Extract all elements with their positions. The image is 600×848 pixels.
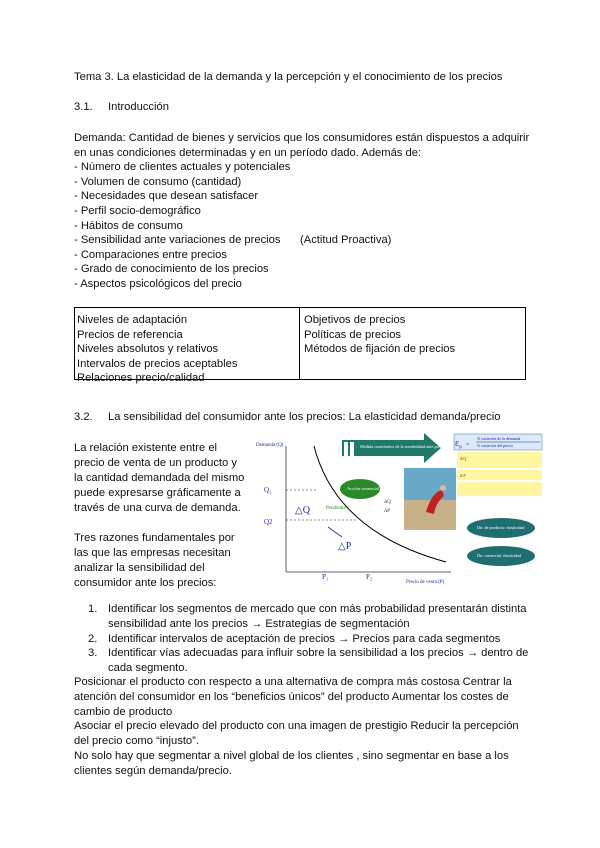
list-item-line: Identificar intervalos de aceptación de precios → Precios para cada segmentos xyxy=(108,633,501,645)
concepts-table xyxy=(74,307,526,385)
demand-intro-line2: en unas condiciones determinadas y en un período dado. Además de: xyxy=(74,147,422,159)
closing-line: clientes según demanda/precio. xyxy=(74,765,232,777)
paragraph-line: La relación existente entre el xyxy=(74,442,218,454)
mini-formula-a: Δ Q xyxy=(460,456,467,461)
page-title: Tema 3. La elasticidad de la demanda y la percepción y el conocimiento de los precios xyxy=(74,71,503,83)
arrow-stripe xyxy=(344,442,348,456)
q1-label: Q₁ xyxy=(264,486,272,494)
equals-sign: = xyxy=(466,442,470,448)
demand-curve-svg xyxy=(256,432,546,584)
epsilon: $\varepsilon_p$ xyxy=(455,438,462,450)
formula-bottom: % variación del precio xyxy=(477,443,514,448)
delta-q-label: △Q xyxy=(295,505,310,516)
commercial-action-text: Acción comercial xyxy=(347,486,379,491)
formula-top: % variación de la demanda xyxy=(477,436,521,441)
actitud-note: (Actitud Proactiva) xyxy=(300,234,392,246)
section-2-number: 3.2. xyxy=(74,411,93,423)
slope-label: Pendiente = xyxy=(326,506,350,511)
table-cell: Niveles de adaptación xyxy=(77,314,188,326)
section-2-heading: La sensibilidad del consumidor ante los precios: La elasticidad demanda/precio xyxy=(108,411,501,423)
table-divider xyxy=(299,308,300,379)
formula-yellow-box xyxy=(457,482,542,496)
list-item: - Grado de conocimiento de los precios xyxy=(74,263,269,275)
list-item-line: Identificar vías adecuadas para influir sobre la sensibilidad a los precios → dentro de xyxy=(108,647,529,659)
x-axis-label: Precio de venta (P) xyxy=(406,580,445,584)
list-number: 2. xyxy=(88,633,98,645)
table-cell: Intervalos de precios aceptables xyxy=(77,357,238,370)
paragraph-line: las que las empresas necesitan xyxy=(74,547,231,559)
list-item: - Perfil socio-demográfico xyxy=(74,205,201,217)
paragraph-line: precio de venta de un producto y xyxy=(74,457,237,469)
paragraph-line: analizar la sensibilidad del xyxy=(74,562,205,574)
list-item: - Hábitos de consumo xyxy=(74,220,183,232)
list-item-line: Identificar los segmentos de mercado que con más probabilidad presentarán distinta xyxy=(108,603,527,615)
list-item: - Comparaciones entre precios xyxy=(74,249,227,261)
arrow-stripe xyxy=(350,442,354,456)
table-cell: Métodos de fijación de precios xyxy=(304,343,456,356)
paragraph-line: puede expresarse gráficamente a xyxy=(74,487,241,499)
demand-curve-figure xyxy=(256,432,546,584)
p2-label: P₂ xyxy=(366,573,373,581)
closing-line: Asociar el precio elevado del producto con una imagen de prestigio Reducir la percepción xyxy=(74,720,519,732)
section-1-number: 3.1. xyxy=(74,101,93,113)
list-number: 1. xyxy=(88,603,98,615)
product-elasticity-text: Dir. de producto: elasticidad xyxy=(477,525,525,530)
list-item: - Número de clientes actuales y potenciales xyxy=(74,161,291,173)
section-1-heading: Introducción xyxy=(108,101,169,113)
gymnast-head xyxy=(440,485,446,491)
formula-yellow-box xyxy=(457,470,542,480)
table-cell: Niveles absolutos y relativos xyxy=(77,343,219,356)
table-cell: Políticas de precios xyxy=(304,328,402,341)
list-item-line: cada segmento. xyxy=(108,662,188,674)
mini-formula-b: Δ P xyxy=(460,473,466,478)
slope-numerator: ΔQ xyxy=(384,500,391,505)
table-cell: Precios de referencia xyxy=(77,328,183,341)
y-axis-label: Demanda (Q) xyxy=(256,443,284,448)
closing-line: atención del consumidor en los “beneficios únicos” del producto Aumentar los costes de xyxy=(74,691,509,703)
list-item: - Necesidades que desean satisfacer xyxy=(74,190,259,202)
paragraph-line: consumidor ante los precios: xyxy=(74,577,217,589)
closing-line: cambio de producto xyxy=(74,706,173,718)
table-cell: Relaciones precio/calidad xyxy=(77,372,205,385)
list-item: - Volumen de consumo (cantidad) xyxy=(74,176,242,188)
delta-p-label: △P xyxy=(338,541,352,552)
paragraph-line: través de una curva de demanda. xyxy=(74,502,241,514)
list-item: - Aspectos psicológicos del precio xyxy=(74,278,242,290)
commercial-elasticity-text: Dir. comercial: elasticidad xyxy=(477,553,522,558)
formula-yellow-box xyxy=(457,452,542,468)
p1-label: P₁ xyxy=(322,573,329,581)
slope-denominator: ΔP xyxy=(384,509,390,514)
list-item-line: sensibilidad ante los precios → Estrategias de segmentación xyxy=(108,618,410,630)
demand-intro-line1: Demanda: Cantidad de bienes y servicios que los consumidores están dispuestos a adquirir xyxy=(74,132,530,144)
q2-label: Q2 xyxy=(264,518,273,526)
closing-line: Posicionar el producto con respecto a una alternativa de compra más costosa Centrar la xyxy=(74,676,512,688)
list-item: - Sensibilidad ante variaciones de precios xyxy=(74,234,281,246)
table-right-column xyxy=(304,313,455,357)
arrow-text: Medida cuantitativa de la sensibilidad ante precios xyxy=(360,444,447,449)
table-cell: Objetivos de precios xyxy=(304,314,406,326)
paragraph-line: Tres razones fundamentales por xyxy=(74,532,235,544)
list-number: 3. xyxy=(88,647,98,659)
closing-line: No solo hay que segmentar a nivel global de los clientes , sino segmentar en base a los xyxy=(74,750,509,762)
paragraph-line: la cantidad demandada del mismo xyxy=(74,472,245,484)
closing-line: del precio como “injusto”. xyxy=(74,735,199,747)
table-left-column xyxy=(77,313,237,386)
delta-arrow xyxy=(328,527,342,537)
